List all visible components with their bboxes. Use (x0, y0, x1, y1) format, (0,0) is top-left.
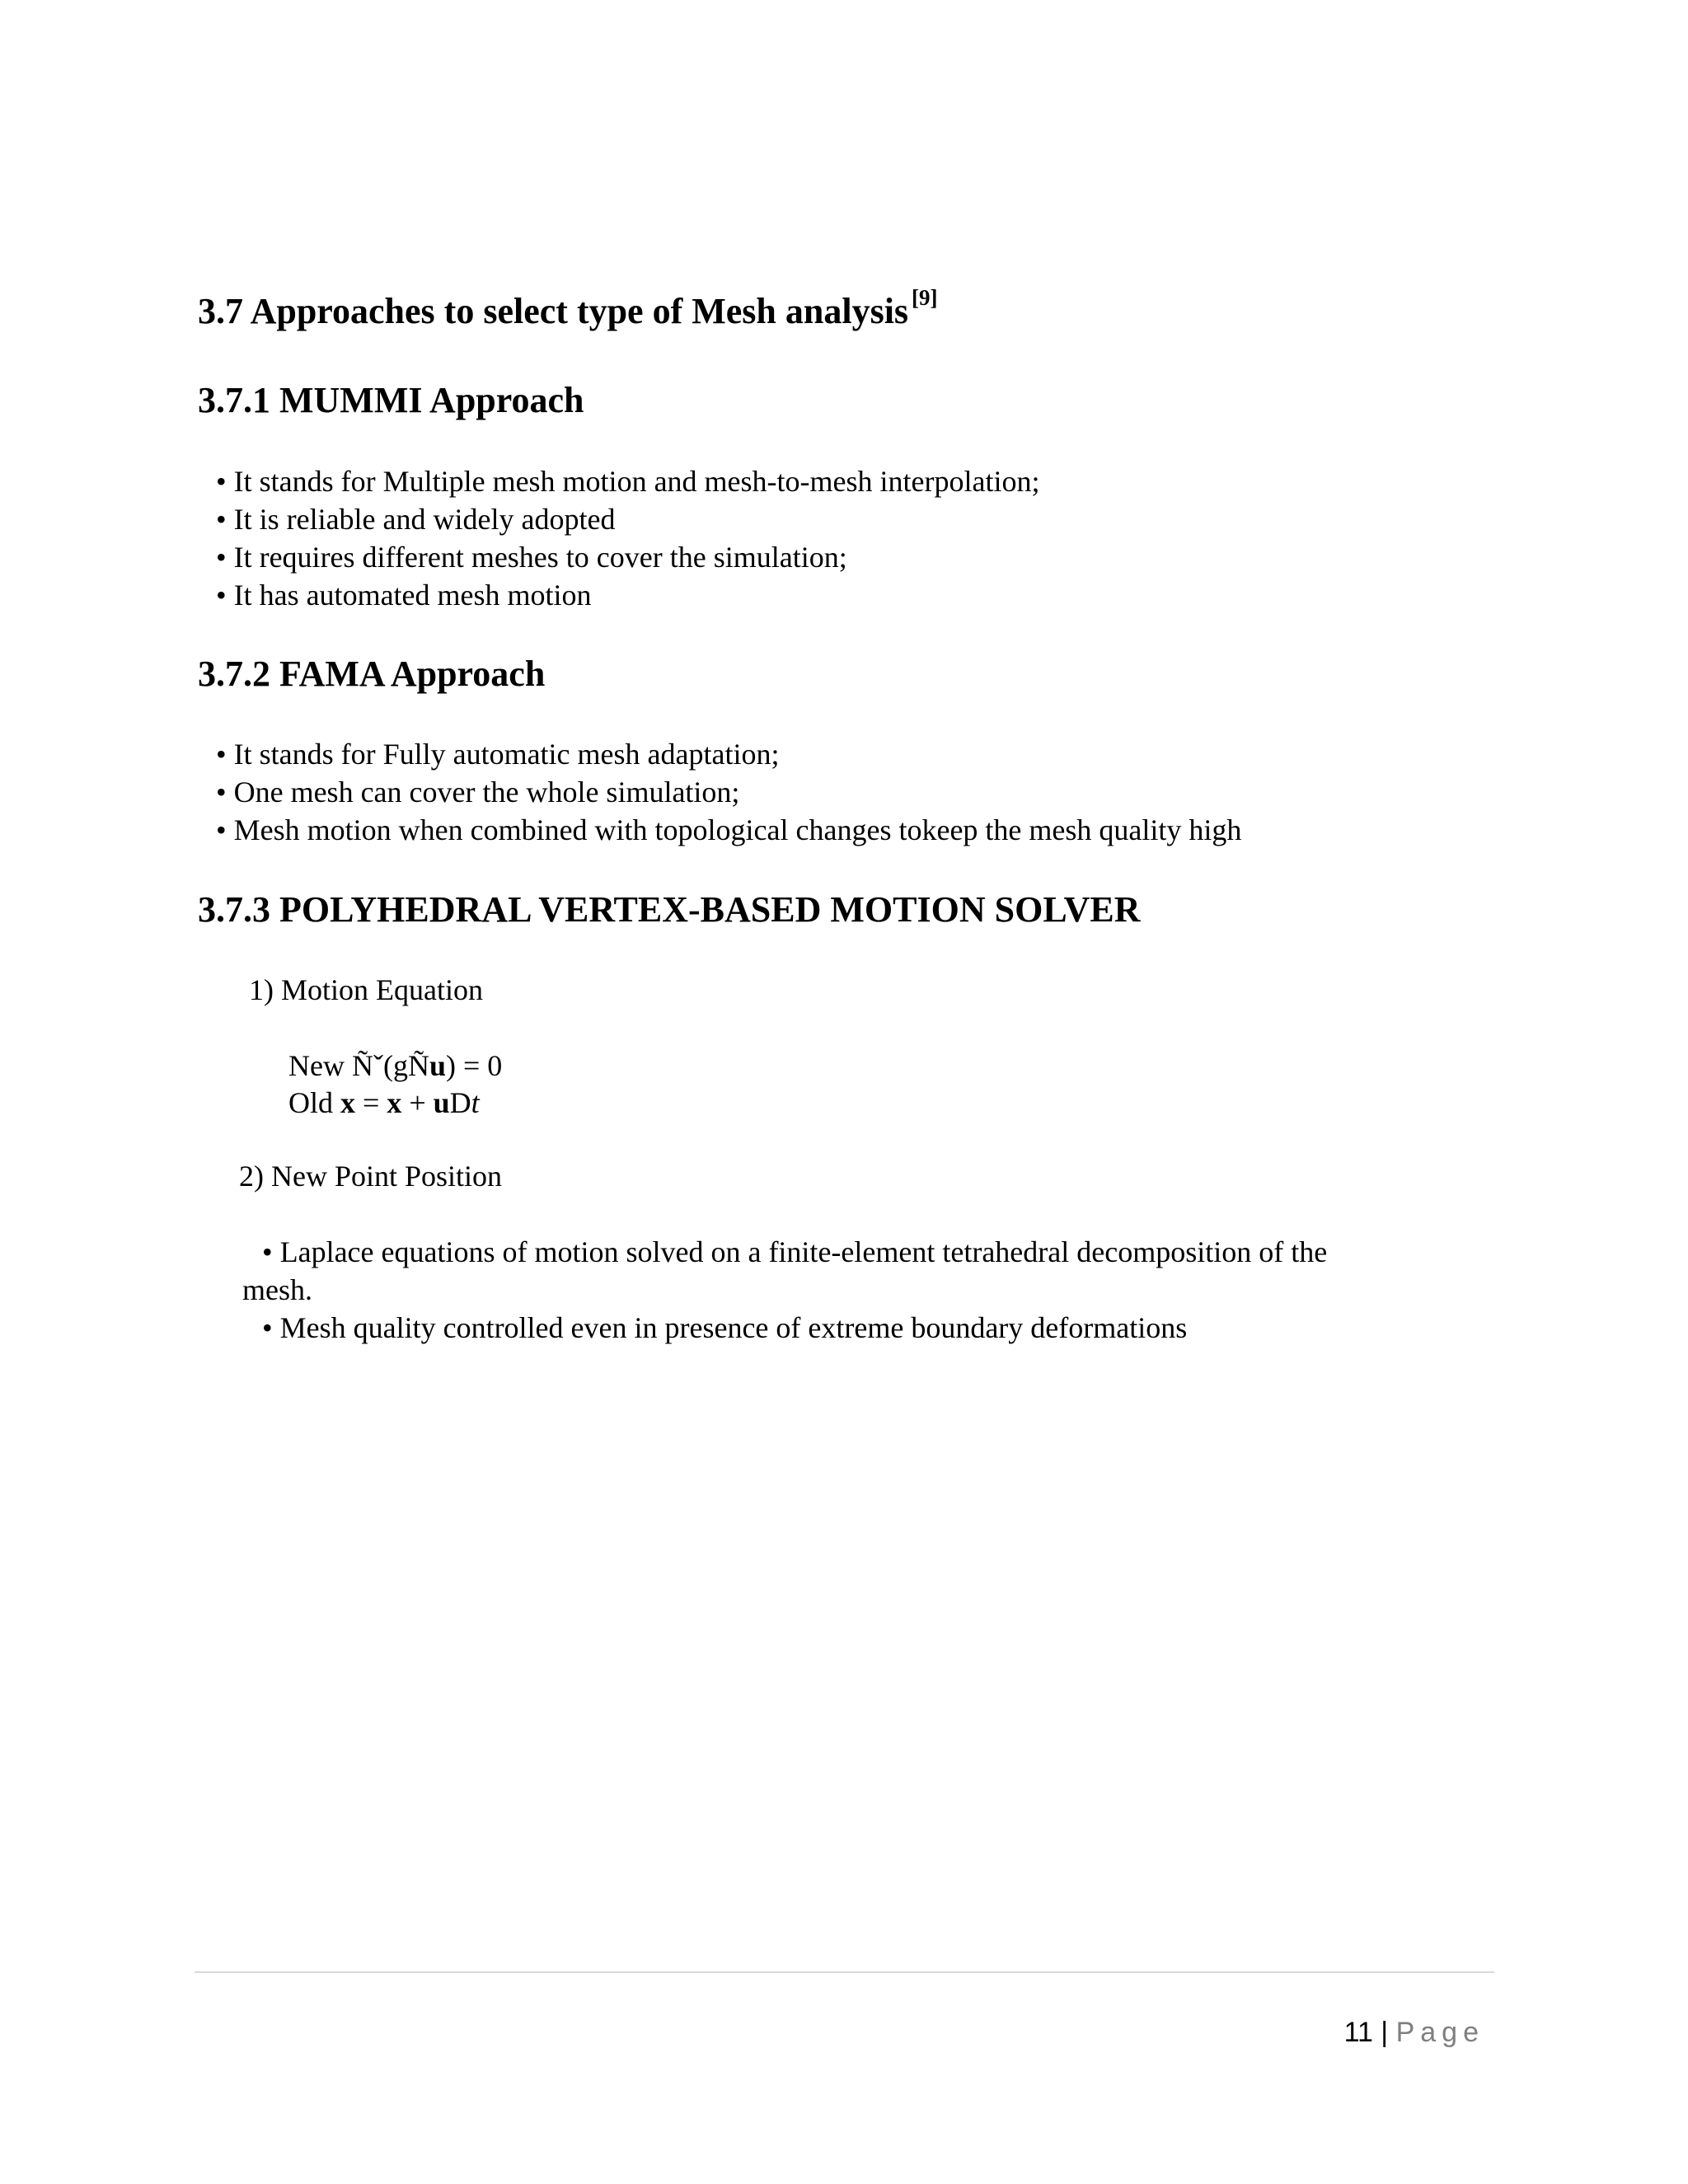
section-title-text: 3.7 Approaches to select type of Mesh analysis (198, 291, 909, 331)
equation-new-u: u (429, 1049, 446, 1082)
equation-new-suffix: ) = 0 (445, 1049, 503, 1082)
fama-bullet-1: • It stands for Fully automatic mesh adaptation; (216, 738, 780, 771)
equation-old-t: t (471, 1086, 480, 1119)
fama-bullet-3: • Mesh motion when combined with topological changes tokeep the mesh quality high (216, 813, 1242, 846)
section-citation: [9] (912, 285, 938, 310)
new-point-position-label: 2) New Point Position (239, 1160, 503, 1193)
polyhedral-heading: 3.7.3 POLYHEDRAL VERTEX-BASED MOTION SOLVER (198, 889, 1141, 930)
equation-new-prefix: New Ñˇ(gÑ (288, 1049, 429, 1082)
equation-old-u: u (433, 1086, 450, 1119)
laplace-bullet-line-1: • Laplace equations of motion solved on a finite-element tetrahedral decomposition of the (262, 1235, 1328, 1268)
mesh-quality-bullet: • Mesh quality controlled even in presence of extreme boundary deformations (262, 1311, 1188, 1344)
mummi-bullet-4: • It has automated mesh motion (216, 579, 592, 612)
laplace-bullet-line-2: mesh. (242, 1273, 312, 1306)
mummi-heading: 3.7.1 MUMMI Approach (198, 380, 584, 420)
page-label: Page (1395, 2017, 1484, 2048)
equation-old-plus: + (401, 1086, 434, 1119)
footer-divider (195, 1971, 1494, 1973)
equation-new (288, 1047, 502, 1085)
page-number: 11 (1343, 2017, 1373, 2048)
equation-old-D: D (449, 1086, 471, 1119)
page-separator: | (1372, 2017, 1396, 2048)
page-footer (1344, 2014, 1484, 2050)
fama-heading: 3.7.2 FAMA Approach (198, 654, 546, 694)
motion-equation-label: 1) Motion Equation (249, 973, 483, 1006)
section-title (198, 285, 938, 337)
equation-old-x2: x (387, 1086, 402, 1119)
mummi-bullet-1: • It stands for Multiple mesh motion and mesh-to-mesh interpolation; (216, 465, 1040, 498)
equation-old-prefix: Old (288, 1086, 340, 1119)
mummi-bullet-2: • It is reliable and widely adopted (216, 503, 616, 536)
equation-old-eq: = (355, 1086, 387, 1119)
equation-old (288, 1084, 480, 1122)
fama-bullet-2: • One mesh can cover the whole simulation; (216, 776, 740, 808)
equation-old-x1: x (340, 1086, 355, 1119)
mummi-bullet-3: • It requires different meshes to cover the simulation; (216, 541, 847, 574)
